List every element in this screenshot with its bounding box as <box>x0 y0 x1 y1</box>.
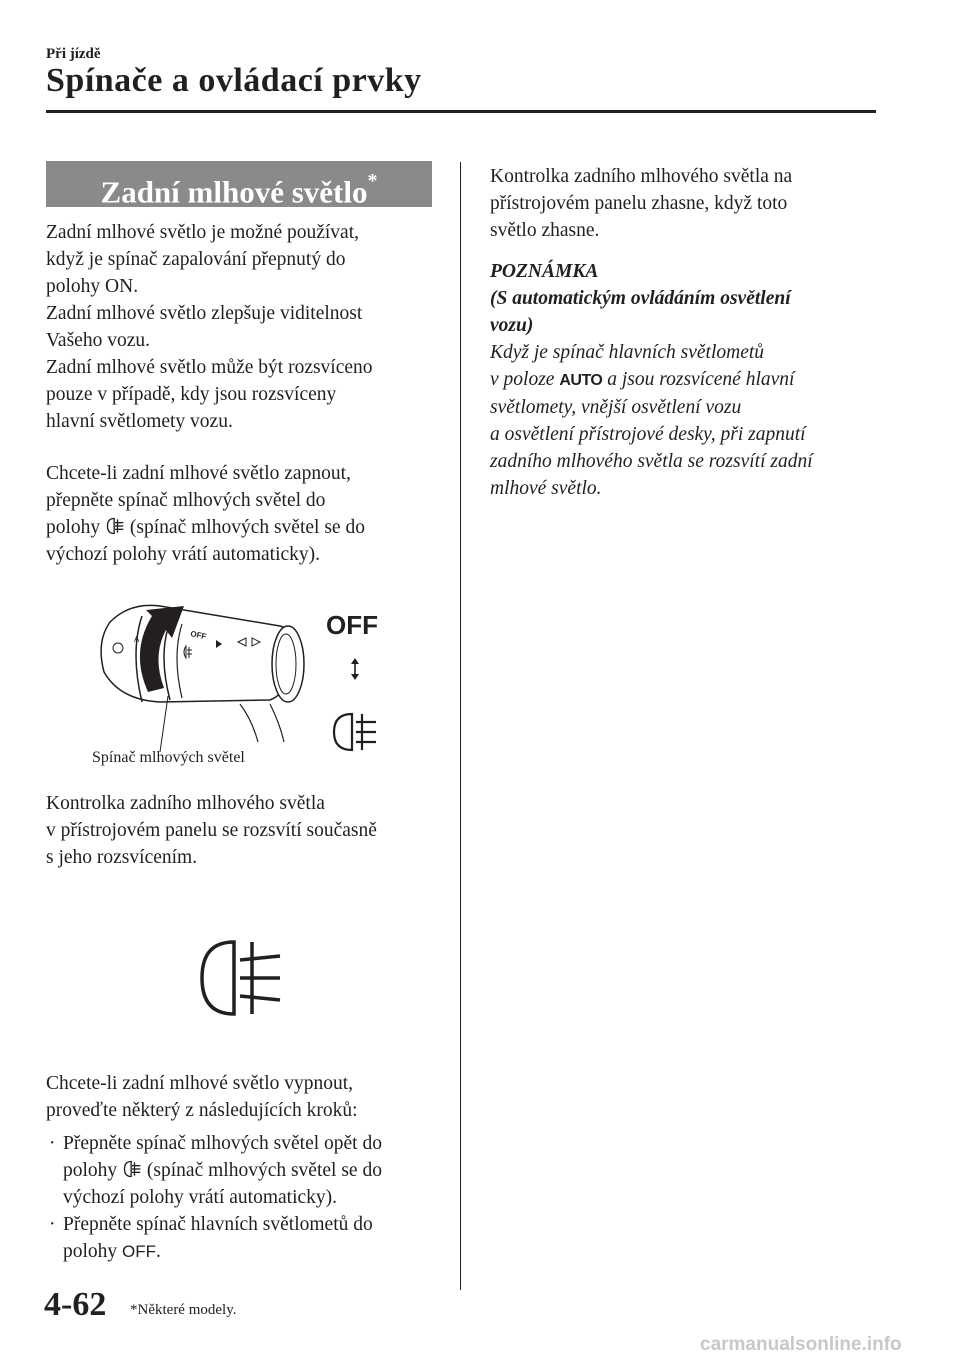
text-line: hlavní světlomety vozu. <box>46 411 233 432</box>
intro-paragraph <box>46 219 446 435</box>
text-line: pouze v případě, kdy jsou rozsvíceny <box>46 384 337 405</box>
svg-text:OFF: OFF <box>189 629 208 642</box>
text-line: přístrojovém panelu zhasne, když toto <box>490 193 788 214</box>
turn-on-paragraph <box>46 460 446 568</box>
text-line: Přepněte spínač hlavních světlometů do <box>63 1214 373 1235</box>
text-line: s jeho rozsvícením. <box>46 847 198 868</box>
text-line: Zadní mlhové světlo zlepšuje viditelnost <box>46 303 363 324</box>
text-line: Zadní mlhové světlo může být rozsvíceno <box>46 357 373 378</box>
text-line: Vašeho vozu. <box>46 330 150 351</box>
note-subheading: vozu) <box>490 315 534 336</box>
list-item <box>46 1211 446 1265</box>
text-line: přepněte spínač mlhových světel do <box>46 490 326 511</box>
section-title: Zadní mlhové světlo <box>100 174 368 210</box>
rear-fog-light-indicator-icon <box>196 938 286 1018</box>
turn-off-steps <box>46 1130 446 1265</box>
text-line: polohy OFF. <box>63 1241 161 1262</box>
note-box <box>490 258 890 502</box>
figure-caption: Spínač mlhových světel <box>92 749 245 766</box>
off-position-label: OFF <box>326 610 378 640</box>
watermark: carmanualsonline.info <box>700 1334 902 1355</box>
page-number: 4-62 <box>44 1286 107 1323</box>
text-line: Zadní mlhové světlo je možné používat, <box>46 222 359 243</box>
text-line: Kontrolka zadního mlhového světla na <box>490 166 793 187</box>
note-heading: POZNÁMKA <box>490 261 599 282</box>
breadcrumb: Při jízdě <box>46 46 101 62</box>
rear-fog-light-icon <box>334 714 376 750</box>
text-line: Chcete-li zadní mlhové světlo zapnout, <box>46 463 351 484</box>
column-divider <box>460 162 461 1290</box>
title-rule <box>46 110 876 113</box>
text-line: když je spínač zapalování přepnutý do <box>46 249 346 270</box>
svg-text:A: A <box>134 635 140 644</box>
bullet-symbol: · <box>49 1133 56 1154</box>
bullet-symbol: · <box>49 1214 56 1235</box>
turn-off-paragraph <box>46 1070 446 1124</box>
text-line: v přístrojovém panelu se rozsvítí současně <box>46 820 377 841</box>
indicator-on-paragraph <box>46 790 446 871</box>
page-title: Spínače a ovládací prvky <box>46 62 422 99</box>
section-heading <box>46 161 432 210</box>
text-line: Přepněte spínač mlhových světel opět do <box>63 1133 382 1154</box>
rear-fog-light-icon <box>105 516 125 536</box>
text-line: Kontrolka zadního mlhového světla <box>46 793 325 814</box>
indicator-off-paragraph <box>490 163 890 244</box>
list-item <box>46 1130 446 1211</box>
text-line: polohy (spínač mlhových světel se do <box>63 1160 382 1181</box>
text-line: polohy ON. <box>46 276 139 297</box>
text-line: Když je spínač hlavních světlometů <box>490 342 765 363</box>
text-line: světlo zhasne. <box>490 220 600 241</box>
text-line: výchozí polohy vrátí automaticky). <box>46 544 321 565</box>
note-subheading: (S automatickým ovládáním osvětlení <box>490 288 791 309</box>
text-line: Chcete-li zadní mlhové světlo vypnout, <box>46 1073 354 1094</box>
text-line: světlomety, vnější osvětlení vozu <box>490 397 742 418</box>
text-line: mlhové světlo. <box>490 478 602 499</box>
text-line: v poloze AUTO a jsou rozsvícené hlavní <box>490 369 795 390</box>
rear-fog-light-icon <box>122 1159 142 1179</box>
text-line: výchozí polohy vrátí automaticky). <box>63 1187 338 1208</box>
text-line: polohy (spínač mlhových světel se do <box>46 517 365 538</box>
footnote: *Některé modely. <box>130 1302 237 1318</box>
text-line: proveďte některý z následujících kroků: <box>46 1100 358 1121</box>
text-line: a osvětlení přístrojové desky, při zapnutí <box>490 424 806 445</box>
text-line: zadního mlhového světla se rozsvítí zadní <box>490 451 813 472</box>
section-asterisk: * <box>367 170 378 192</box>
auto-position-label: AUTO <box>559 372 603 389</box>
off-position-label: OFF <box>122 1242 157 1261</box>
